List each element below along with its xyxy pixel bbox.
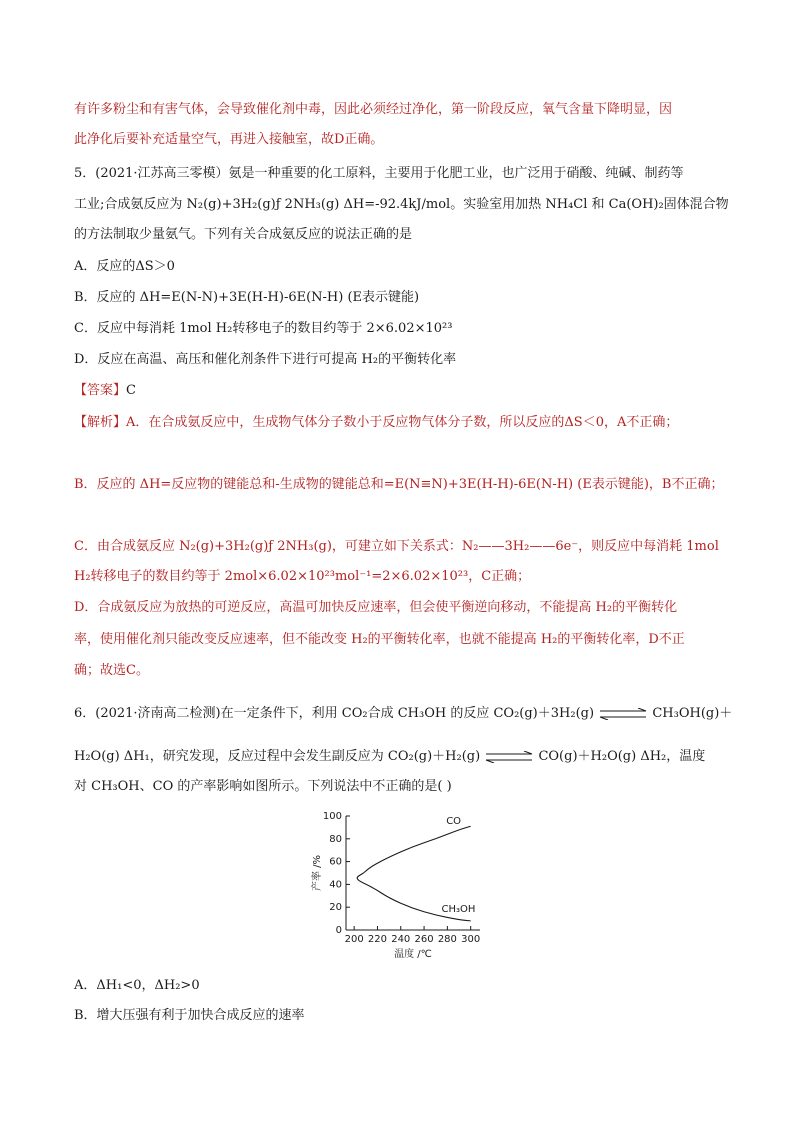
series-label-ch3oh: CH₃OH xyxy=(441,903,476,915)
analysis-c-2: H₂转移电子的数目约等于 2mol×6.02×10²³mol⁻¹=2×6.02×10²³，C正确； xyxy=(74,569,531,584)
line-2: 此净化后要补充适量空气，再进入接触室，故D正确。 xyxy=(74,132,384,147)
analysis-a xyxy=(74,416,678,429)
answer-line xyxy=(74,384,136,397)
question-6-line-3: 对 CH₃OH、CO 的产率影响如图所示。下列说法中不正确的是( ) xyxy=(74,779,452,794)
analysis-label: 【解析】 xyxy=(74,415,127,430)
answer-value: C xyxy=(126,383,136,398)
question-5-prompt: 的方法制取少量氨气。下列有关合成氨反应的说法正确的是 xyxy=(74,227,413,242)
x-tick-label: 260 xyxy=(414,934,434,945)
y-tick-label: 40 xyxy=(329,879,342,891)
yield-temperature-chart xyxy=(300,808,500,963)
analysis-d-3: 确；故选C。 xyxy=(74,663,149,678)
y-tick-label: 0 xyxy=(335,925,342,936)
x-tick-label: 240 xyxy=(391,934,411,945)
x-tick-label: 300 xyxy=(461,934,481,945)
question-6-line-1a: 6．(2021·济南高二检测)在一定条件下，利用 CO₂合成 CH₃OH 的反应 CO₂(g)＋3H₂(g) xyxy=(74,706,595,721)
y-tick-label: 60 xyxy=(329,856,342,868)
option-5b: B．反应的 ΔH=E(N-N)+3E(H-H)-6E(N-H) (E表示键能) xyxy=(74,290,420,305)
question-5-stem: 5．(2021·江苏高三零模）氨是一种重要的化工原料，主要用于化肥工业，也广泛用于硝酸、纯碱、制药等 xyxy=(74,166,684,181)
option-5a: A．反应的ΔS＞0 xyxy=(74,259,175,274)
y-tick-label: 20 xyxy=(329,902,342,914)
analysis-a-text: A．在合成氨反应中，生成物气体分子数小于反应物气体分子数，所以反应的ΔS＜0，A不正确； xyxy=(126,415,679,430)
option-5d: D．反应在高温、高压和催化剂条件下进行可提高 H₂的平衡转化率 xyxy=(74,352,457,367)
x-tick-label: 200 xyxy=(344,934,364,945)
option-6a: A．ΔH₁<0，ΔH₂>0 xyxy=(74,978,200,993)
y-axis-label: 产率 /% xyxy=(312,854,323,892)
equilibrium-arrows-icon xyxy=(598,708,648,720)
analysis-b: B．反应的 ΔH=反应物的键能总和-生成物的键能总和=E(N≡N)+3E(H-H)-6E(N-H) (E表示键能)，B不正确； xyxy=(74,477,724,492)
answer-label: 【答案】 xyxy=(74,383,127,398)
question-6-line-2a: H₂O(g) ΔH₁，研究发现，反应过程中会发生副反应为 CO₂(g)＋H₂(g) xyxy=(74,749,481,764)
x-tick-label: 220 xyxy=(367,934,388,945)
analysis-d-2: 率，使用催化剂只能改变反应速率，但不能改变 H₂的平衡转化率，也就不能提高 H₂的平衡转化率，D不正 xyxy=(74,632,685,647)
series-line-co xyxy=(363,826,470,873)
option-6b: B．增大压强有利于加快合成反应的速率 xyxy=(74,1008,305,1023)
x-tick-label: 280 xyxy=(437,934,457,945)
question-6-line-2 xyxy=(74,750,705,763)
question-6-line-1b: CH₃OH(g)＋ xyxy=(652,706,733,721)
equilibrium-arrows-icon xyxy=(484,751,534,763)
option-5c: C．反应中每消耗 1mol H₂转移电子的数目约等于 2×6.02×10²³ xyxy=(74,321,453,336)
analysis-d-1: D．合成氨反应为放热的可逆反应，高温可加快反应速率，但会使平衡逆向移动，不能提高 H₂的平衡转化 xyxy=(74,600,678,615)
y-tick-label: 100 xyxy=(322,811,342,822)
y-tick-label: 80 xyxy=(329,833,342,845)
question-6-line-1 xyxy=(74,707,732,720)
question-6-line-2b: CO(g)＋H₂O(g) ΔH₂，温度 xyxy=(538,749,706,764)
x-axis-label: 温度 /℃ xyxy=(394,949,432,960)
line-1: 有许多粉尘和有害气体，会导致催化剂中毒，因此必须经过净化，第一阶段反应，氧气含量下降明显，因 xyxy=(74,102,673,117)
series-label-co: CO xyxy=(446,815,462,827)
question-5-equation: 工业;合成氨反应为 N₂(g)+3H₂(g)ƒ 2NH₃(g) ΔH=-92.4kJ/mol。实验室用加热 NH₄Cl 和 Ca(OH)₂固体混合物 xyxy=(74,197,729,212)
analysis-c-1: C．由合成氨反应 N₂(g)+3H₂(g)ƒ 2NH₃(g)，可建立如下关系式：N₂——3H₂——6e⁻，则反应中每消耗 1mol xyxy=(74,539,719,554)
